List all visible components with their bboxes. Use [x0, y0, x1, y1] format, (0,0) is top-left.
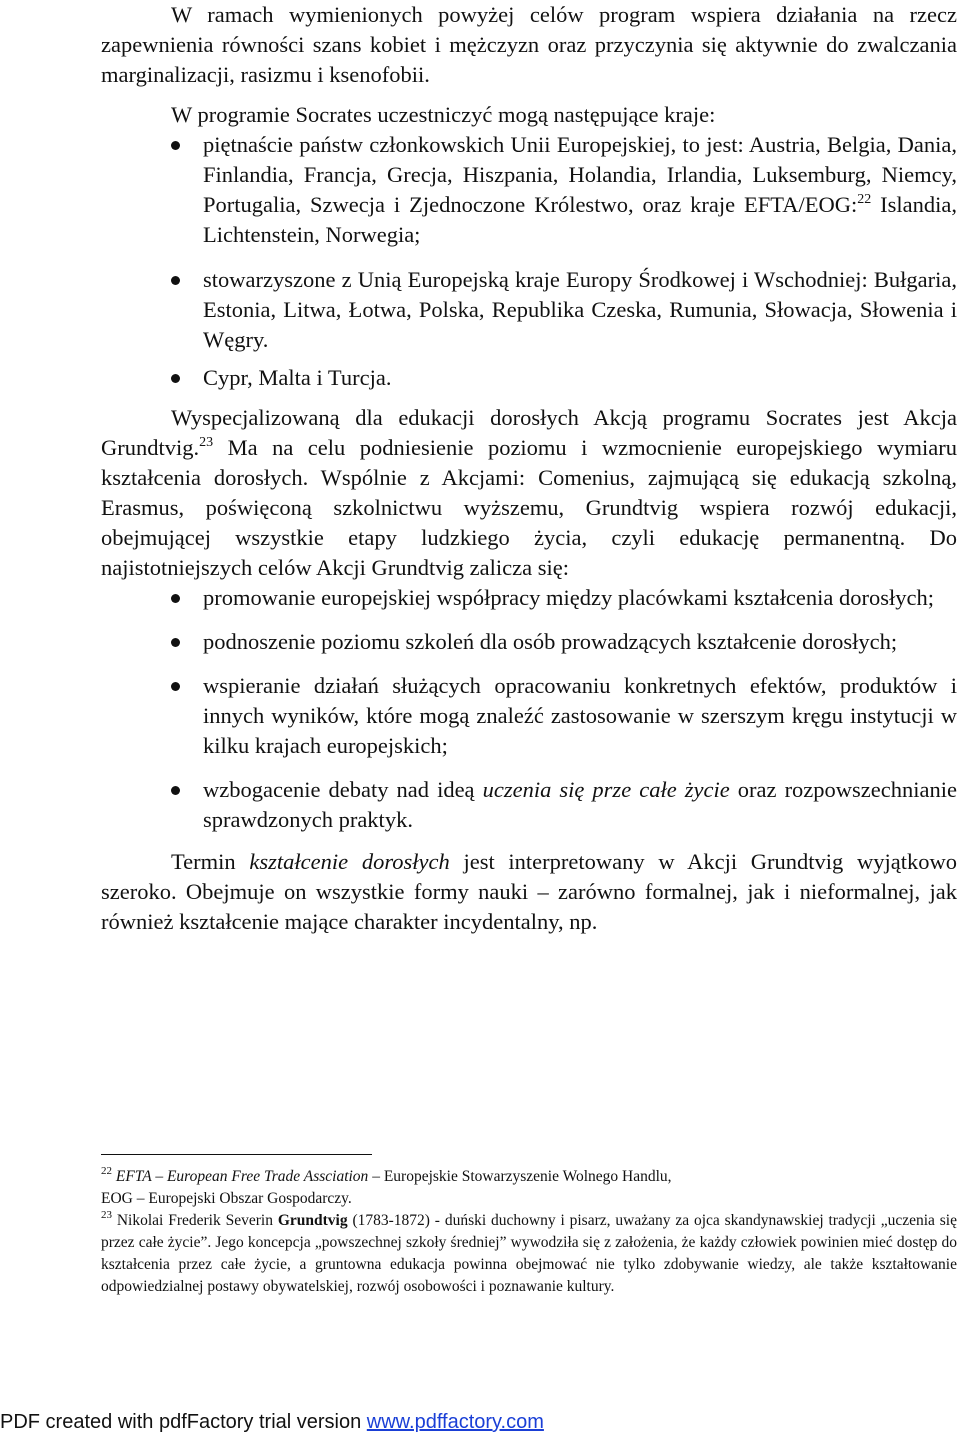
list-item: piętnaście państw członkowskich Unii Europejskiej, to jest: Austria, Belgia, Dania, Finlandia, Francja, Grecja, Hiszpania, Holandia, Irlandia, Luksemburg, Niemcy, Portugalia, Szwecja i Zjednoczone Królestwo, oraz kraje EFTA/EOG:$^{22}$ Islandia, Lichtenstein, Norwegia; [101, 130, 957, 250]
bullet-icon [171, 638, 180, 647]
countries-list [101, 130, 957, 393]
list-item: Cypr, Malta i Turcja. [101, 363, 957, 393]
bullet-icon [171, 374, 180, 383]
footnotes [101, 1166, 957, 1298]
bullet-icon [171, 276, 180, 285]
paragraph-participating-countries-intro: W programie Socrates uczestniczyć mogą następujące kraje: [171, 102, 716, 127]
list-item: wspieranie działań służących opracowaniu konkretnych efektów, produktów i innych wyników, które mogą znaleźć zastosowanie w szerszym kręgu instytucji w kilku krajach europejskich; [101, 671, 957, 761]
goals-list [101, 583, 957, 835]
pdffactory-link[interactable]: www.pdffactory.com [366, 1411, 544, 1433]
bullet-icon [171, 141, 180, 150]
footnote-22: $^{22}$ EFTA – European Free Trade Assciation – Europejskie Stowarzyszenie Wolnego Handlu, EOG – Europejski Obszar Gospodarczy. [101, 1165, 672, 1207]
paragraph-grundtvig-action: Wyspecjalizowaną dla edukacji dorosłych Akcją programu Socrates jest Akcja Grundtvig.$^{23}$ Ma na celu podniesienie poziomu i wzmocnienie europejskiego wymiaru kształcenia dorosłych. Wspólnie z Akcjami: Comenius, zajmującą się edukacją szkolną, Erasmus, poświęconą szkolnictwu wyższemu, Grundtvig wspiera rozwój edukacji, obejmującej wszystkie etapy ludzkiego życia, czyli edukację permanentną. Do najistotniejszych celów Akcji Grundtvig zalicza się: [101, 405, 957, 580]
bullet-icon [171, 594, 180, 603]
footnote-separator [101, 1154, 372, 1155]
document-page [101, 0, 957, 937]
bullet-icon [171, 786, 180, 795]
footnote-ref-22: 22 [857, 192, 872, 207]
list-item: wzbogacenie debaty nad ideą uczenia się prze całe życie oraz rozpowszechnianie sprawdzonych praktyk. [101, 775, 957, 835]
bullet-icon [171, 682, 180, 691]
paragraph-equal-opportunities: W ramach wymienionych powyżej celów program wspiera działania na rzecz zapewnienia równości szans kobiet i mężczyzn oraz przyczynia się aktywnie do zwalczania marginalizacji, rasizmu i ksenofobii. [101, 2, 957, 87]
list-item: promowanie europejskiej współpracy między placówkami kształcenia dorosłych; [101, 583, 957, 613]
pdf-trial-footer: PDF created with pdfFactory trial version www.pdffactory.com [0, 1411, 544, 1433]
list-item: stowarzyszone z Unią Europejską kraje Europy Środkowej i Wschodniej: Bułgaria, Estonia, Litwa, Łotwa, Polska, Republika Czeska, Rumunia, Słowacja, Słowenia i Węgry. [101, 265, 957, 355]
list-item: podnoszenie poziomu szkoleń dla osób prowadzących kształcenie dorosłych; [101, 627, 957, 657]
footnote-ref-23: 23 [199, 435, 214, 450]
footnote-23: $^{23}$ Nikolai Frederik Severin Grundtvig (1783-1872) - duński duchowny i pisarz, uważany za ojca skandynawskiej tradycji „uczenia się przez całe życie”. Jego koncepcja „powszechnej szkoły średniej” wywodziła się z założenia, że każdy człowiek powinien mieć dostęp do kształcenia przez całe życie, a gruntowna edukacja powinna obejmować nie tylko zdobywanie wiedzy, ale także kształtowanie odpowiedzialnej postawy obywatelskiej, rozwój osobowości i poznawanie kultury. [101, 1209, 957, 1295]
paragraph-adult-education-term: Termin kształcenie dorosłych jest interpretowany w Akcji Grundtvig wyjątkowo szeroko. Obejmuje on wszystkie formy nauki – zarówno formalnej, jak i nieformalnej, jak również kształcenie mające charakter incydentalny, np. [101, 849, 958, 934]
